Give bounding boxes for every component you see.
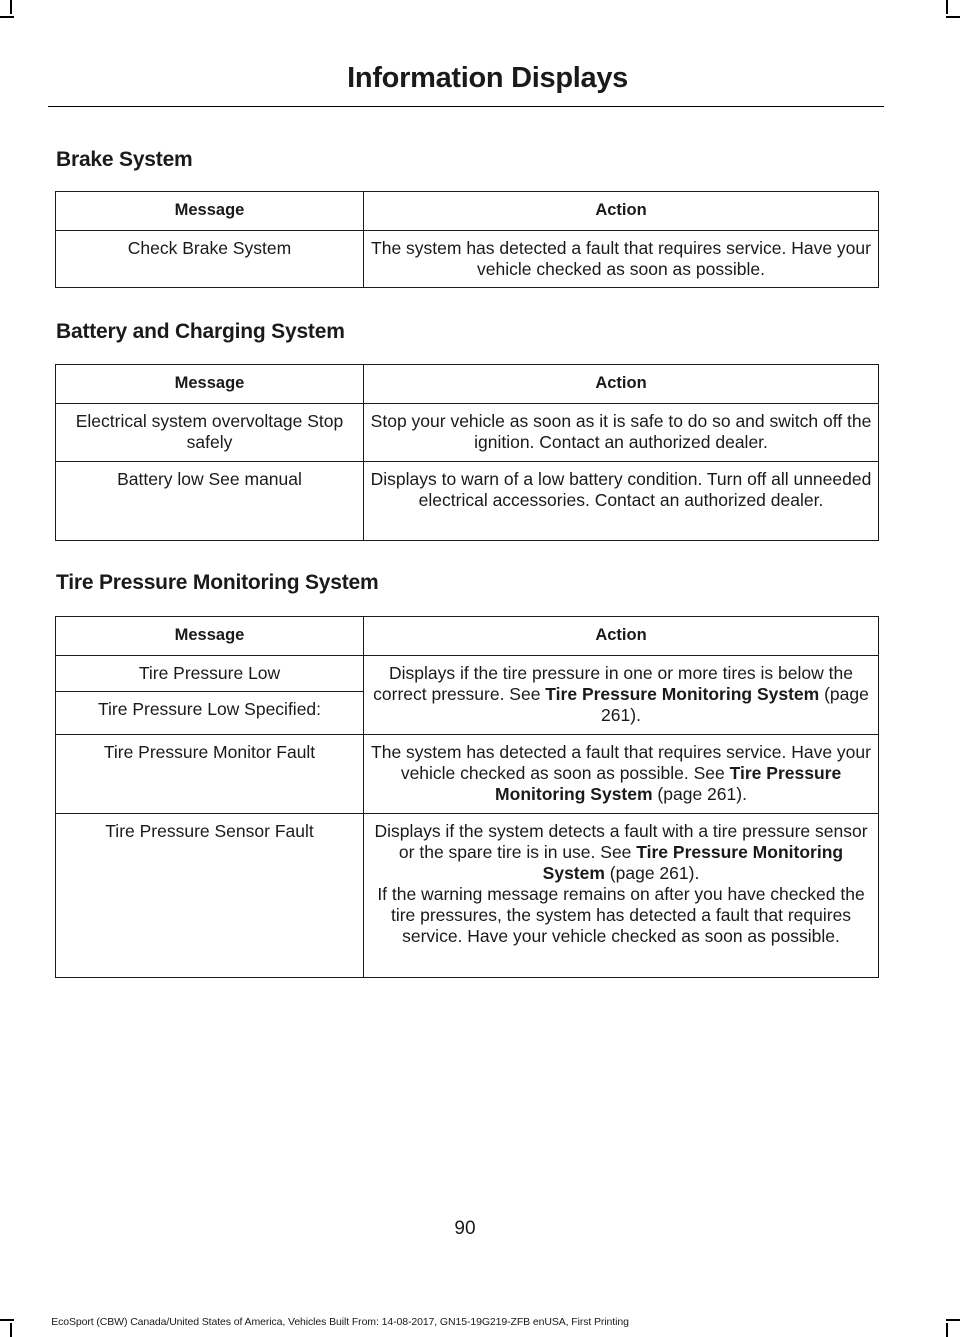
message-cell: Electrical system overvoltage Stop safely	[56, 404, 364, 462]
column-header-message: Message	[56, 192, 364, 231]
message-cell: Check Brake System	[56, 231, 364, 288]
page-number: 90	[454, 1218, 476, 1239]
footer-text: EcoSport (CBW) Canada/United States of America, Vehicles Built From: 14-08-2017, GN15-19G219-ZFB enUSA, First Printing	[51, 1316, 629, 1328]
cross-reference-link[interactable]: Tire Pressure Monitoring System	[542, 842, 844, 883]
crop-mark	[946, 16, 960, 18]
message-cell: Tire Pressure Monitor Fault	[56, 735, 364, 814]
table-row	[56, 404, 879, 462]
title-divider	[48, 106, 884, 107]
action-cell: The system has detected a fault that requires service. Have your vehicle checked as soon as possible.	[364, 231, 879, 288]
page-reference: (page 261).	[604, 863, 700, 883]
message-cell: Tire Pressure Sensor Fault	[56, 814, 364, 978]
action-cell	[364, 656, 879, 735]
cross-reference-link[interactable]: Tire Pressure Monitoring System	[545, 684, 820, 704]
table-row	[56, 231, 879, 288]
table-row	[56, 814, 879, 978]
crop-mark	[946, 1323, 948, 1337]
action-text: If the warning message remains on after you have checked the tire pressures, the system has detected a fault that requires service. Have your vehicle checked as soon as possible.	[377, 884, 865, 946]
table-row	[56, 656, 879, 692]
page-reference: (page 261).	[601, 684, 869, 725]
action-text: Displays if the tire pressure in one or more tires is below the correct pressure. See	[373, 663, 853, 704]
column-header-action: Action	[364, 365, 879, 404]
table-row	[56, 735, 879, 814]
message-cell: Tire Pressure Low	[56, 656, 364, 692]
table-header-row	[56, 192, 879, 231]
tpms-table	[55, 616, 879, 978]
action-cell: Stop your vehicle as soon as it is safe to do so and switch off the ignition. Contact an authorized dealer.	[364, 404, 879, 462]
page-reference: (page 261).	[652, 784, 747, 804]
column-header-action: Action	[364, 192, 879, 231]
crop-mark	[946, 0, 948, 14]
crop-mark	[10, 0, 12, 14]
action-text: Displays if the system detects a fault with a tire pressure sensor or the spare tire is in use. See	[374, 821, 868, 862]
battery-table	[55, 364, 879, 541]
table-header-row	[56, 365, 879, 404]
section-title-brake: Brake System	[56, 148, 193, 171]
table-header-row	[56, 617, 879, 656]
page-title: Information Displays	[347, 62, 628, 94]
action-text: The system has detected a fault that requires service. Have your vehicle checked as soon as possible. See	[371, 742, 871, 783]
cross-reference-link[interactable]: Tire Pressure Monitoring System	[495, 763, 842, 804]
column-header-message: Message	[56, 617, 364, 656]
column-header-action: Action	[364, 617, 879, 656]
message-cell: Battery low See manual	[56, 462, 364, 541]
message-cell: Tire Pressure Low Specified:	[56, 692, 364, 735]
column-header-message: Message	[56, 365, 364, 404]
crop-mark	[0, 16, 14, 18]
action-cell	[364, 814, 879, 978]
table-row	[56, 462, 879, 541]
brake-table	[55, 191, 879, 288]
section-title-tpms: Tire Pressure Monitoring System	[56, 571, 379, 594]
action-cell: Displays to warn of a low battery condition. Turn off all unneeded electrical accessories. Contact an authorized dealer.	[364, 462, 879, 541]
section-title-battery: Battery and Charging System	[56, 320, 345, 343]
crop-mark	[946, 1319, 960, 1321]
action-cell	[364, 735, 879, 814]
